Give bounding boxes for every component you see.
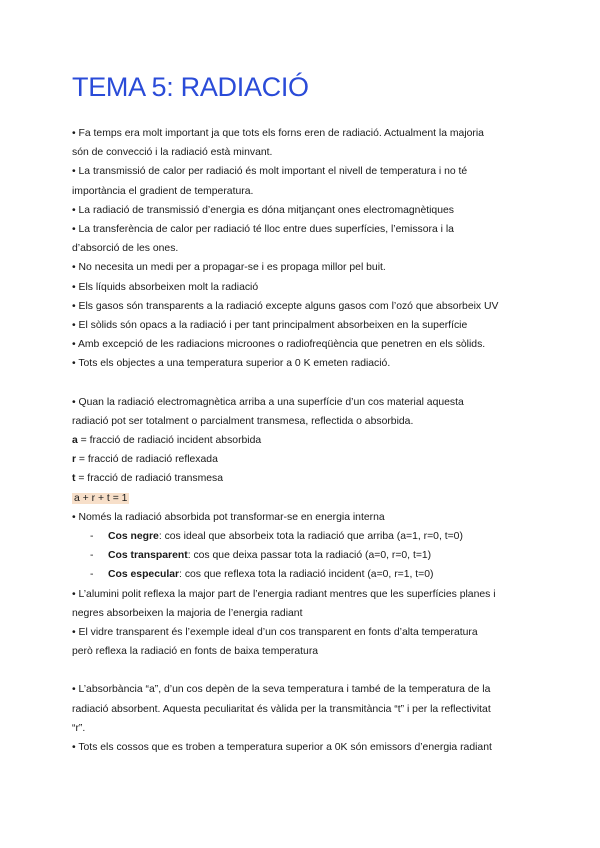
body-type-black: - Cos negre: cos ideal que absorbeix tota la radiació que arriba (a=1, r=0, t=0) xyxy=(90,531,463,543)
text-line: • Els gasos són transparents a la radiació excepte alguns gasos com l’ozó que absorbeix UV xyxy=(72,300,499,312)
text-line: • No necesita un medi per a propagar-se i es propaga millor pel buit. xyxy=(72,262,386,274)
paragraph-gap xyxy=(72,374,532,393)
text-line: • La radiació de transmissió d’energia es dóna mitjançant ones electromagnètiques xyxy=(72,204,454,216)
text-line: • Els líquids absorbeixen molt la radiació xyxy=(72,281,259,293)
body-type-specular: - Cos especular: cos que reflexa tota la radiació incident (a=0, r=1, t=0) xyxy=(90,569,434,581)
definition-reflected: r = fracció de radiació reflexada xyxy=(72,454,218,466)
text-line: radiació pot ser totalment o parcialment transmesa, reflectida o absorbida. xyxy=(72,415,414,427)
text-line: importància el gradient de temperatura. xyxy=(72,185,254,197)
text-line: • El sòlids són opacs a la radiació i per tant principalment absorbeixen en la superfície xyxy=(72,320,468,332)
text-line: • La transmissió de calor per radiació és molt important el nivell de temperatura i no té xyxy=(72,166,468,178)
text-line: • La transferència de calor per radiació té lloc entre dues superfícies, l’emissora i la xyxy=(72,224,454,236)
text-line: • Només la radiació absorbida pot transformar-se en energia interna xyxy=(72,511,385,523)
text-line: negres absorbeixen la majoria de l’energia radiant xyxy=(72,607,303,619)
symbol-t: t xyxy=(72,473,76,485)
definition-absorbed: a = fracció de radiació incident absorbida xyxy=(72,435,262,447)
page-title: TEMA 5: RADIACIÓ xyxy=(72,72,309,102)
text-line: • Tots els objectes a una temperatura superior a 0 K emeten radiació. xyxy=(72,358,391,370)
equation-line xyxy=(72,489,532,508)
text-line: són de convecció i la radiació està minvant. xyxy=(72,147,273,159)
text-line: però reflexa la radiació en fonts de baixa temperatura xyxy=(72,646,319,658)
text-line: • Amb excepció de les radiacions microones o radiofreqüència que penetren en els sòlids. xyxy=(72,339,486,351)
text-line: • Fa temps era molt important ja que tots els forns eren de radiació. Actualment la majoria xyxy=(72,128,484,139)
text-line: • L’absorbància “a”, d’un cos depèn de la seva temperatura i també de la temperatura de la xyxy=(72,684,491,696)
definition-transmitted: t = fracció de radiació transmesa xyxy=(72,473,224,485)
text-line: • El vidre transparent és l’exemple ideal d’un cos transparent en fonts d’alta temperatura xyxy=(72,627,478,639)
symbol-a: a xyxy=(72,435,78,447)
text-line: • Quan la radiació electromagnètica arriba a una superfície d’un cos material aquesta xyxy=(72,396,464,408)
highlighted-equation: a + r + t = 1 xyxy=(74,492,128,504)
symbol-r: r xyxy=(72,454,77,466)
text-line: “r”. xyxy=(72,722,86,734)
paragraph-gap xyxy=(72,661,532,680)
document-body xyxy=(72,124,532,757)
text-line: • Tots els cossos que es troben a temperatura superior a 0K són emissors d’energia radiant xyxy=(72,742,492,754)
text-line: • L’alumini polit reflexa la major part de l’energia radiant mentres que les superfícies planes i xyxy=(72,588,496,600)
body-type-transparent: - Cos transparent: cos que deixa passar tota la radiació (a=0, r=0, t=1) xyxy=(90,550,432,562)
text-line: radiació absorbent. Aquesta peculiaritat és vàlida per la transmitància “t” i per la reflectivitat xyxy=(72,703,491,715)
text-line: d’absorció de les ones. xyxy=(72,243,179,255)
